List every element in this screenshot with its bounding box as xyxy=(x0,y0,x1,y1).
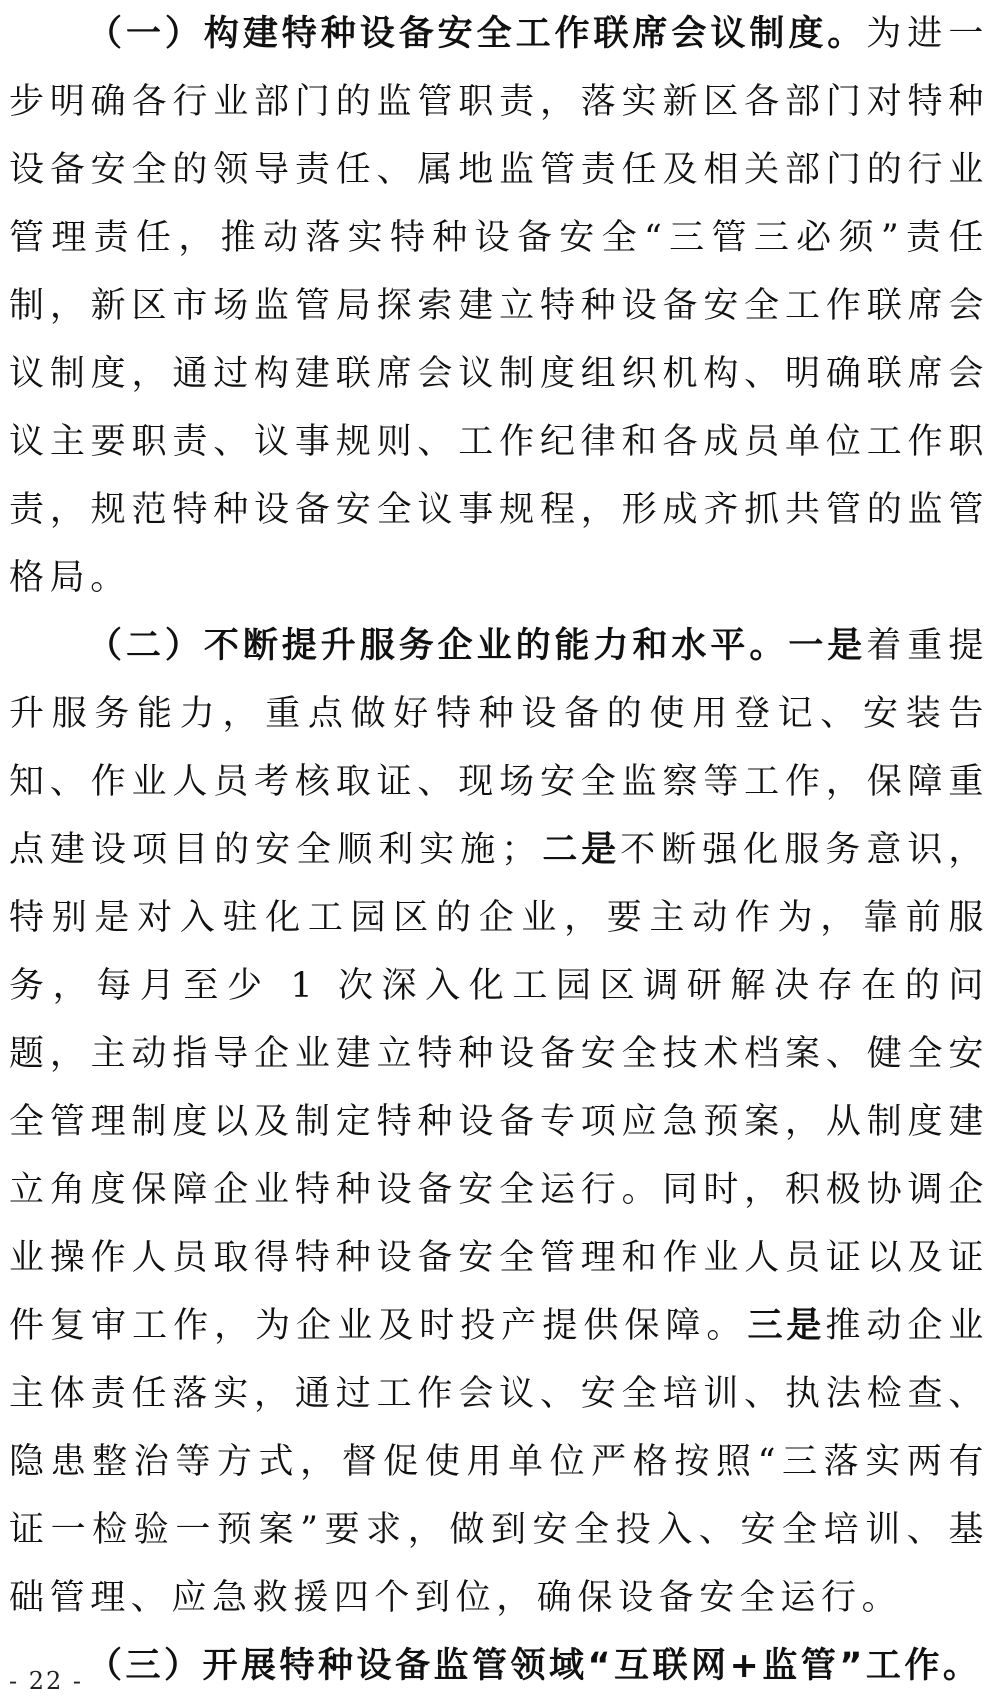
point-two-text: 不断强化服务意识，特别是对入驻化工园区的企业，要主动作为，靠前服务，每月至少 1 次深入化工园区调研解决存在的问题，主动指导企业建立特种设备安全技术档案、健全安全管理制度以及制定特种设备专项应急预案，从制度建立角度保障企业特种设备安全运行。同时，积极协调企业操作人员取得特种设备安全管理和作业人员证以及证件复审工作，为企业及时投产提供保障。 xyxy=(9,830,989,1346)
section-one-body: 为进一步明确各行业部门的监管职责，落实新区各部门对特种设备安全的领导责任、属地监管责任及相关部门的行业管理责任，推动落实特种设备安全“三管三必须”责任制，新区市场监管局探索建立特种设备安全工作联席会议制度，通过构建联席会议制度组织机构、明确联席会议主要职责、议事规则、工作纪律和各成员单位工作职责，规范特种设备安全议事规程，形成齐抓共管的监管格局。 xyxy=(9,14,989,598)
document-page xyxy=(9,0,989,1700)
point-one-label: 一是 xyxy=(788,626,867,666)
section-two-paragraph xyxy=(9,612,989,1632)
page-number: - 22 - xyxy=(9,1667,84,1695)
point-three-text: 推动企业主体责任落实，通过工作会议、安全培训、执法检查、隐患整治等方式，督促使用单位严格按照“三落实两有证一检验一预案”要求，做到安全投入、安全培训、基础管理、应急救援四个到位，确保设备安全运行。 xyxy=(9,1306,989,1618)
section-three-heading: （三）开展特种设备监管领域“互联网+监管”工作。 xyxy=(87,1646,982,1686)
section-three-paragraph xyxy=(9,1632,989,1700)
point-two-label: 二是 xyxy=(541,830,621,870)
section-two-heading: （二）不断提升服务企业的能力和水平。 xyxy=(87,626,789,666)
section-one-paragraph xyxy=(9,0,989,612)
section-one-heading: （一）构建特种设备安全工作联席会议制度。 xyxy=(87,14,867,54)
point-one-text: 着重提升服务能力，重点做好特种设备的使用登记、安装告知、作业人员考核取证、现场安全监察等工作，保障重点建设项目的安全顺利实施； xyxy=(9,626,989,870)
point-three-label: 三是 xyxy=(747,1306,826,1346)
